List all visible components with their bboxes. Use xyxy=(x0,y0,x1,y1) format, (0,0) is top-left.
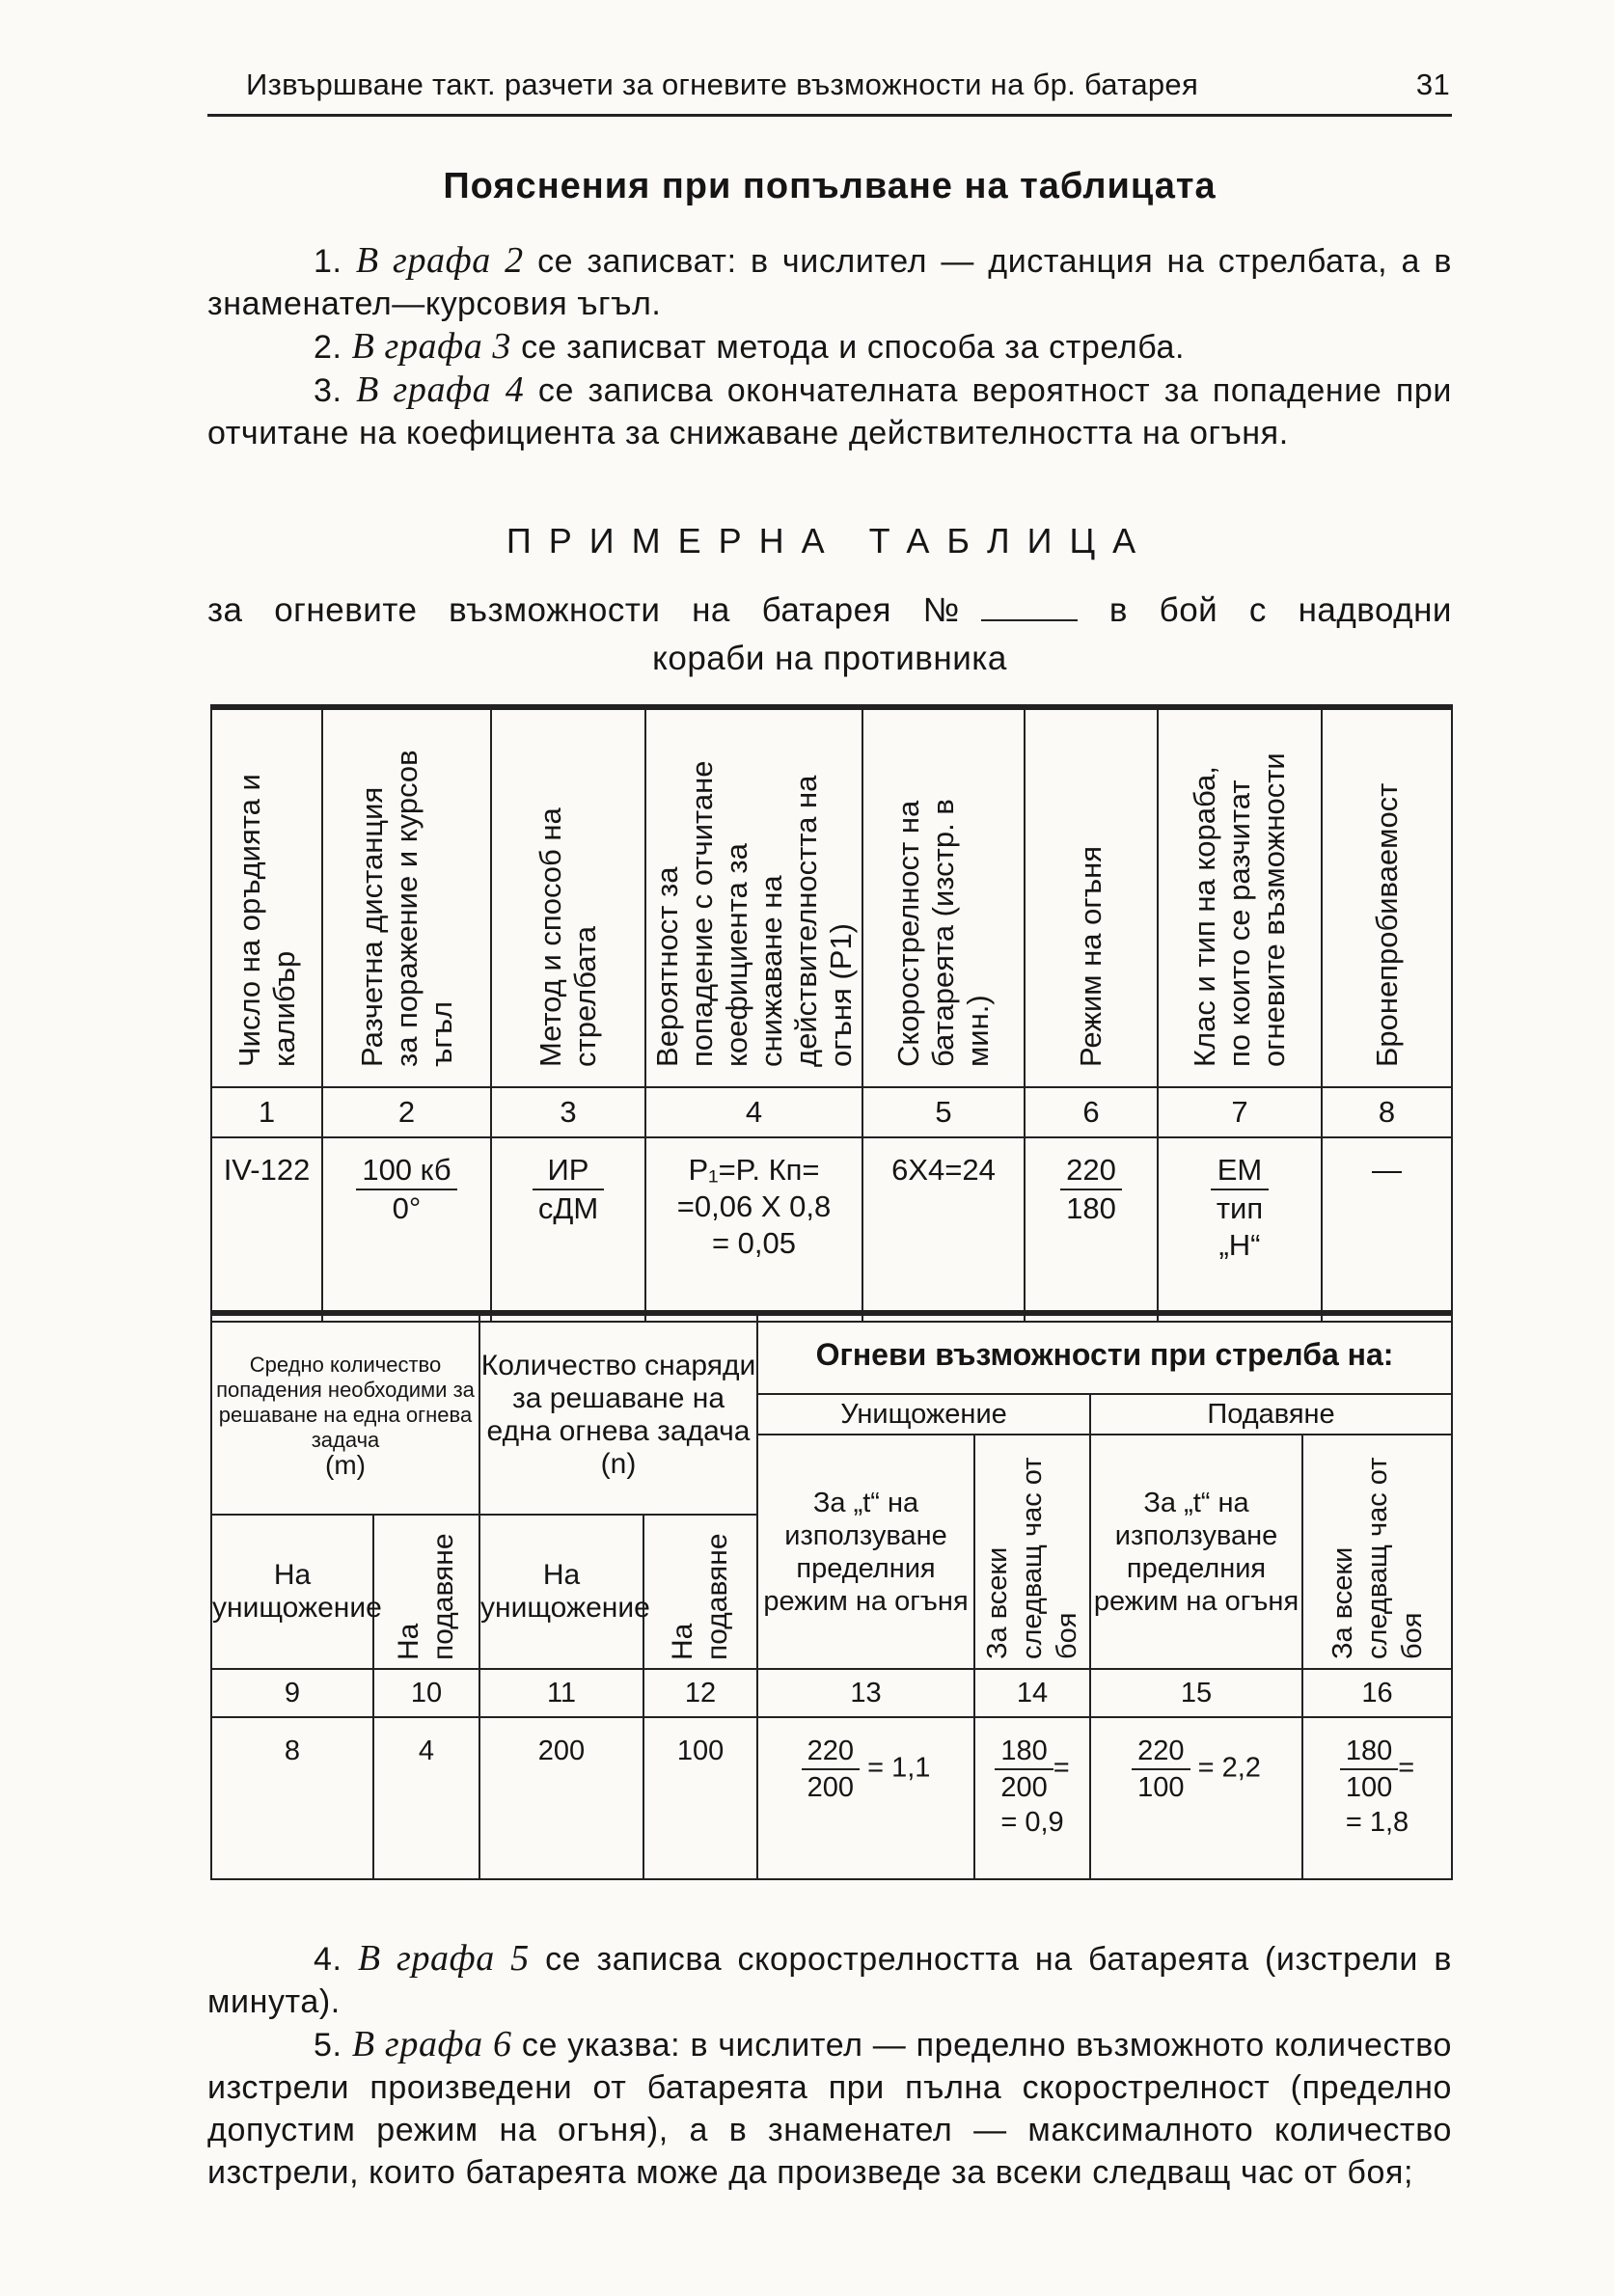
t1-cell-distance: $\frac{100 кб}{0^\circ}$ xyxy=(322,1137,491,1322)
t2-col-number: 11 xyxy=(479,1669,643,1717)
t2-cell-m-suppress: 4 xyxy=(373,1717,479,1879)
number-blank xyxy=(981,598,1078,621)
running-title: Извършване такт. разчети за огневите възможности на бр. батарея xyxy=(246,68,1199,101)
t2-cell-hour-suppress: $\frac{180}{100}$ = = 1,8 xyxy=(1302,1717,1452,1879)
note-1: 1. В графа 2 се записват: в числител — дистанция на стрелбата, а в знаменател—курсовия ъгъл. xyxy=(207,240,1452,322)
t2-col-number: 9 xyxy=(211,1669,373,1717)
t2-col-number: 10 xyxy=(373,1669,479,1717)
note-4: 4. В графа 5 се записва скорострелността на батареята (изстрели в минута). xyxy=(207,1938,1452,2020)
t2-header-hour-destroy: За всеки следващ час от боя xyxy=(974,1435,1090,1669)
running-header xyxy=(207,60,1452,117)
t2-cell-n-suppress: 100 xyxy=(643,1717,757,1879)
t2-data-row xyxy=(211,1717,1452,1879)
table-1 xyxy=(210,704,1453,1323)
t1-cell-fire-mode: $\frac{220}{180}$ xyxy=(1025,1137,1158,1322)
t1-cell-armor: — xyxy=(1322,1137,1452,1322)
t1-cell-rate: 6X4=24 xyxy=(862,1137,1025,1322)
t2-header-n-destroy: На унищожение xyxy=(479,1515,643,1669)
t2-cell-t-destroy: $\frac{220}{200}$ = 1,1 xyxy=(757,1717,974,1879)
table-subtitle: за огневите възможности на батарея № в бой с надводни кораби на противника xyxy=(207,591,1452,677)
t2-cell-n-destroy: 200 xyxy=(479,1717,643,1879)
note-4-ref: В графа 5 xyxy=(357,1938,530,1979)
t1-header-1: Число на оръдията и калибър xyxy=(211,707,322,1087)
t2-header-avg-hits: Средно количество попадения необходими за решаване на една огнева задача (m) xyxy=(211,1313,479,1515)
t2-header-m-suppress: На подавяне xyxy=(373,1515,479,1669)
t2-header-t-destroy: За „t“ на използуване пределния режим на огъня xyxy=(757,1435,974,1669)
note-3: 3. В графа 4 се записва окончателната вероятност за попадение при отчитане на коефициента за снижаване действителността на огъня. xyxy=(207,369,1452,451)
t2-header-m-destroy: На унищожение xyxy=(211,1515,373,1669)
note-2: 2. В графа 3 се записват метода и способа за стрелба. xyxy=(314,326,1186,367)
t1-col-number: 1 xyxy=(211,1087,322,1137)
t2-header-t-suppress: За „t“ на използуване пределния режим на огъня xyxy=(1090,1435,1302,1669)
t2-cell-hour-destroy: $\frac{180}{200}$ = = 0,9 xyxy=(974,1717,1090,1879)
t1-cell-ship-class: ЕМ тип „Н“ xyxy=(1158,1137,1322,1322)
t2-col-number: 12 xyxy=(643,1669,757,1717)
t1-header-6: Режим на огъня xyxy=(1025,707,1158,1087)
table-2 xyxy=(210,1310,1453,1880)
t1-col-number: 6 xyxy=(1025,1087,1158,1137)
t2-col-number: 15 xyxy=(1090,1669,1302,1717)
table-title: ПРИМЕРНА ТАБЛИЦА xyxy=(506,521,1154,560)
note-2-ref: В графа 3 xyxy=(351,326,512,367)
t1-cell-guns: IV-122 xyxy=(211,1137,322,1322)
note-1-ref: В графа 2 xyxy=(355,240,524,281)
t1-header-4: Вероятност за попадение с отчитане коефициента за снижаване на действителността на огъня (P1) xyxy=(645,707,862,1087)
notes-bottom xyxy=(207,1937,1452,2194)
t2-header-n-suppress: На подавяне xyxy=(643,1515,757,1669)
t2-header-destroy: Унищожение xyxy=(757,1394,1090,1435)
t1-header-3: Метод и способ на стрелбата xyxy=(491,707,645,1087)
t1-col-number: 8 xyxy=(1322,1087,1452,1137)
note-3-ref: В графа 4 xyxy=(356,369,525,410)
t1-header-7: Клас и тип на кораба, по които се разчитат огневите възможности xyxy=(1158,707,1322,1087)
page-number: 31 xyxy=(1415,68,1450,101)
t2-cell-t-suppress: $\frac{220}{100}$ = 2,2 xyxy=(1090,1717,1302,1879)
t2-cell-m-destroy: 8 xyxy=(211,1717,373,1879)
t1-cell-probability: P₁=P. Кп= =0,06 X 0,8 = 0,05 xyxy=(645,1137,862,1322)
t2-header-shell-qty: Количество снаряди за решаване на една огнева задача (n) xyxy=(479,1313,757,1515)
t1-col-number: 2 xyxy=(322,1087,491,1137)
t2-col-number: 13 xyxy=(757,1669,974,1717)
t1-header-5: Скорострелност на батареята (изстр. в мин.) xyxy=(862,707,1025,1087)
t1-col-number: 4 xyxy=(645,1087,862,1137)
notes-top xyxy=(207,239,1452,454)
t2-col-number: 16 xyxy=(1302,1669,1452,1717)
t1-col-number: 7 xyxy=(1158,1087,1322,1137)
section-title: Пояснения при попълване на таблицата xyxy=(443,166,1217,206)
t1-cell-method: $\frac{ИР}{\text{сДМ}}$ xyxy=(491,1137,645,1322)
note-5-ref: В графа 6 xyxy=(351,2024,512,2064)
t1-header-8: Бронепробиваемост xyxy=(1322,707,1452,1087)
t2-header-suppress: Подавяне xyxy=(1090,1394,1452,1435)
t1-header-2: Разчетна дистанция за поражение и курсов ъгъл xyxy=(322,707,491,1087)
t1-col-number: 5 xyxy=(862,1087,1025,1137)
t1-data-row xyxy=(211,1137,1452,1322)
t1-col-number: 3 xyxy=(491,1087,645,1137)
t2-col-number: 14 xyxy=(974,1669,1090,1717)
note-5: 5. В графа 6 се указва: в числител — пределно възможното количество изстрели произведени от батареята при пълна скорострелност (пределно допустим режим на огъня), а в знаменател — максималното количество изстрели, които батареята може да произведе за всеки следващ час от боя; xyxy=(207,2024,1453,2191)
t2-header-fire-capability: Огневи възможности при стрелба на: xyxy=(757,1313,1452,1394)
t2-header-hour-suppress: За всеки следващ час от боя xyxy=(1302,1435,1452,1669)
